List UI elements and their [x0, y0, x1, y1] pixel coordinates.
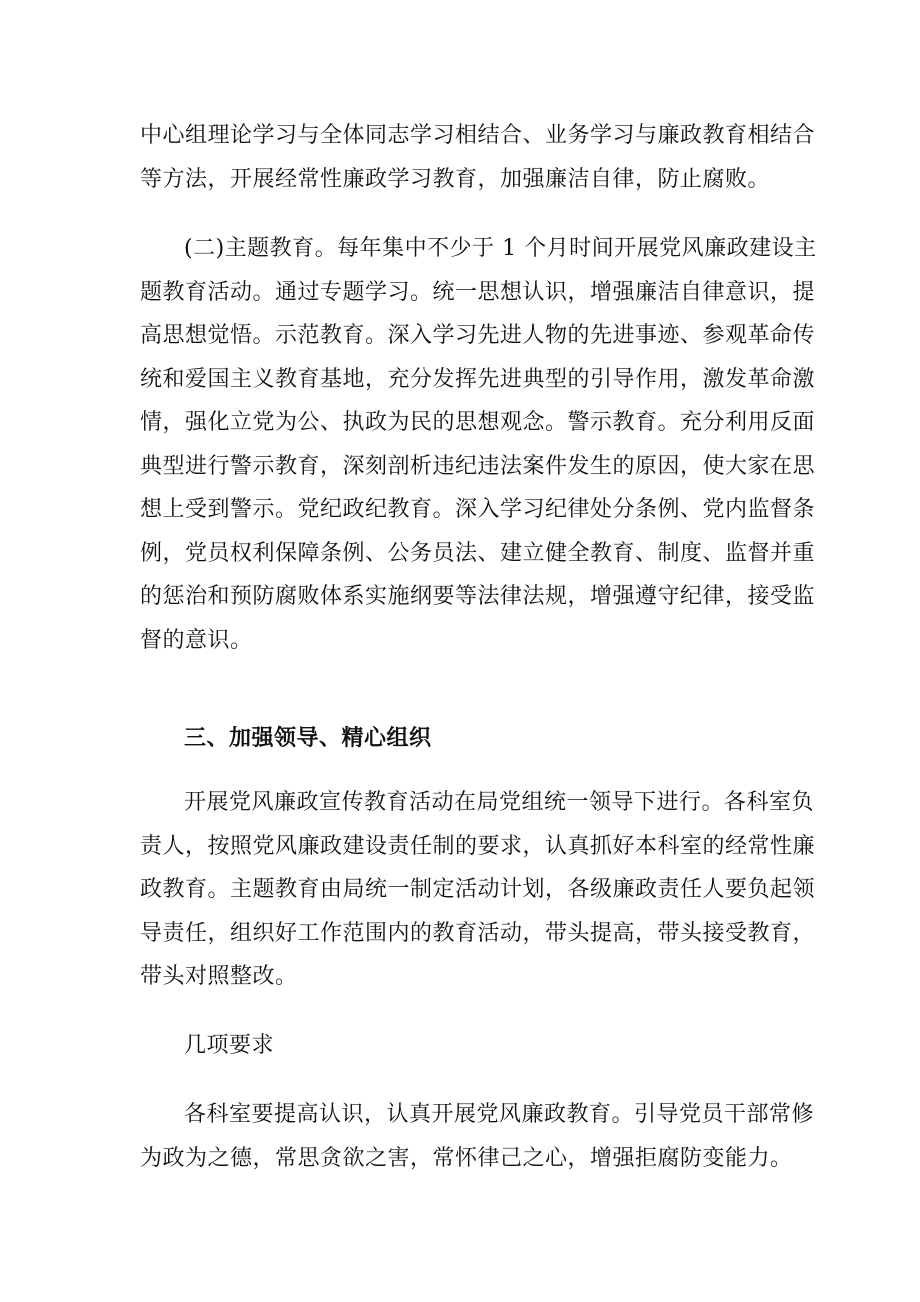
text-line: 统和爱国主义教育基地，充分发挥先进典型的引导作用，激发革命激 [140, 366, 816, 392]
text-line: 中心组理论学习与全体同志学习相结合、业务学习与廉政教育相结合 [140, 123, 816, 148]
section-heading-leadership [140, 717, 782, 761]
paragraph-theme-education [140, 227, 817, 662]
text-line: 带头对照整改。 [140, 964, 298, 989]
text-line: (二)主题教育。每年集中不少于 1 个月时间开展党风廉政建设主 [184, 236, 817, 261]
section-heading: 三、加强领导、精心组织 [184, 725, 432, 751]
subheading: 几项要求 [184, 1033, 275, 1058]
subheading-requirements [140, 1024, 782, 1068]
text-line: 例，党员权利保障条例、公务员法、建立健全教育、制度、监督并重 [140, 540, 816, 566]
text-line: 题教育活动。通过专题学习。统一思想认识，增强廉洁自律意识，提 [140, 279, 816, 305]
paragraph-requirements [140, 1093, 815, 1180]
text-line: 开展党风廉政宣传教育活动在局党组统一领导下进行。各科室负 [184, 790, 815, 815]
text-line: 为政为之德，常思贪欲之害，常怀律己之心，增强拒腐防变能力。 [140, 1145, 793, 1171]
text-line: 政教育。主题教育由局统一制定活动计划，各级廉政责任人要负起领 [140, 877, 816, 902]
text-line: 想上受到警示。党纪政纪教育。深入学习纪律处分条例、党内监督条 [140, 497, 816, 522]
text-line: 典型进行警示教育，深刻剖析违纪违法案件发生的原因，使大家在思 [140, 453, 816, 479]
text-line: 各科室要提高认识，认真开展党风廉政教育。引导党员干部常修 [184, 1102, 815, 1127]
text-line: 督的意识。 [140, 627, 253, 653]
paragraph-study-methods [140, 114, 816, 201]
text-line: 责人，按照党风廉政建设责任制的要求，认真抓好本科室的经常性廉 [140, 833, 816, 859]
text-line: 导责任，组织好工作范围内的教育活动，带头提高，带头接受教育， [140, 920, 816, 946]
text-line: 高思想觉悟。示范教育。深入学习先进人物的先进事迹、参观革命传 [140, 323, 816, 348]
paragraph-leadership [140, 781, 816, 999]
text-line: 等方法，开展经常性廉政学习教育，加强廉洁自律，防止腐败。 [140, 166, 771, 192]
text-line: 的惩治和预防腐败体系实施纲要等法律法规，增强遵守纪律，接受监 [140, 584, 816, 609]
text-line: 情，强化立党为公、执政为民的思想观念。警示教育。充分利用反面 [140, 410, 816, 435]
